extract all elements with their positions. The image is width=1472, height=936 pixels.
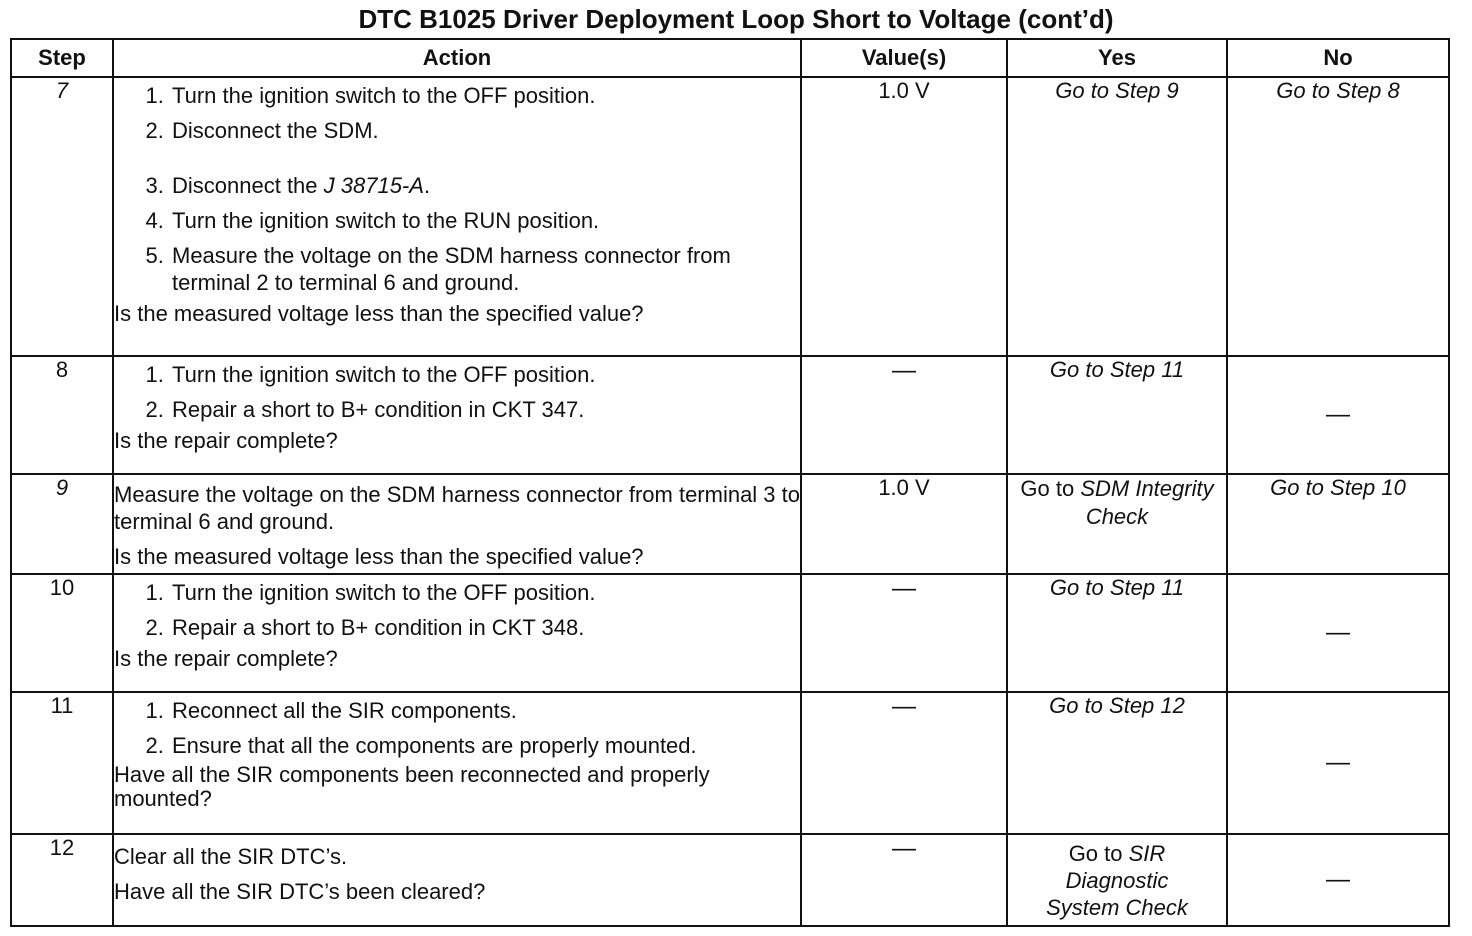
action-step: 3. Disconnect the J 38715-A. <box>170 172 800 199</box>
table-row <box>11 692 1449 834</box>
header-no: No <box>1227 39 1449 77</box>
action-cell <box>113 574 801 692</box>
action-step: 1. Turn the ignition switch to the OFF position. <box>170 361 800 388</box>
tool-name: J 38715-A <box>323 173 424 198</box>
no-cell: — <box>1227 834 1449 926</box>
question-text: Is the measured voltage less than the specified value? <box>114 544 644 569</box>
no-cell: Go to Step 10 <box>1227 474 1449 574</box>
action-cell <box>113 77 801 356</box>
action-step: 2. Repair a short to B+ condition in CKT 348. <box>170 614 800 641</box>
no-cell: — <box>1227 574 1449 692</box>
yes-cell: Go to Step 12 <box>1007 692 1227 834</box>
step-number: 12 <box>11 834 113 926</box>
action-step: 1. Reconnect all the SIR components. <box>170 697 800 724</box>
action-text: Clear all the SIR DTC’s. <box>114 844 348 869</box>
action-step: 4. Turn the ignition switch to the RUN position. <box>170 207 800 234</box>
yes-cell: Go to Step 9 <box>1007 77 1227 356</box>
value-cell: 1.0 V <box>801 474 1007 574</box>
no-cell: — <box>1227 692 1449 834</box>
value-cell: — <box>801 574 1007 692</box>
action-step: 5. Measure the voltage on the SDM harness connector from terminal 2 to terminal 6 and ground. <box>170 242 800 296</box>
step-number: 10 <box>11 574 113 692</box>
header-yes: Yes <box>1007 39 1227 77</box>
yes-cell: Go to SIR Diagnostic System Check <box>1007 834 1227 926</box>
question-text: Have all the SIR DTC’s been cleared? <box>114 879 486 904</box>
yes-cell: Go to Step 11 <box>1007 356 1227 474</box>
action-steps <box>114 579 800 641</box>
value-cell: — <box>801 356 1007 474</box>
yes-cell: Go to SDM Integrity Check <box>1007 474 1227 574</box>
action-cell <box>113 692 801 834</box>
table-row <box>11 574 1449 692</box>
action-text: Measure the voltage on the SDM harness connector from terminal 3 to terminal 6 and ground. <box>114 482 801 534</box>
yes-cell: Go to Step 11 <box>1007 574 1227 692</box>
action-step: 1. Turn the ignition switch to the OFF position. <box>170 579 800 606</box>
no-cell: — <box>1227 356 1449 474</box>
step-number: 11 <box>11 692 113 834</box>
diagnostic-table <box>10 38 1450 927</box>
sdm-integrity-check-link[interactable]: SDM Integrity Check <box>1080 476 1214 529</box>
value-cell: 1.0 V <box>801 77 1007 356</box>
action-cell <box>113 834 801 926</box>
table-row <box>11 834 1449 926</box>
table-row <box>11 474 1449 574</box>
page-title: DTC B1025 Driver Deployment Loop Short to Voltage (cont’d) <box>358 4 1114 34</box>
header-action: Action <box>113 39 801 77</box>
action-cell <box>113 474 801 574</box>
action-steps <box>114 697 800 759</box>
step-number: 8 <box>11 356 113 474</box>
question-text: Have all the SIR components been reconnected and properly mounted? <box>114 762 710 811</box>
action-cell <box>113 356 801 474</box>
action-step: 1. Turn the ignition switch to the OFF position. <box>170 82 800 109</box>
question-text: Is the measured voltage less than the specified value? <box>114 301 644 326</box>
action-steps <box>114 361 800 423</box>
header-step: Step <box>11 39 113 77</box>
table-row <box>11 77 1449 356</box>
action-step: 2. Repair a short to B+ condition in CKT 347. <box>170 396 800 423</box>
question-text: Is the repair complete? <box>114 428 338 453</box>
no-cell: Go to Step 8 <box>1227 77 1449 356</box>
sir-diagnostic-system-check-link[interactable]: SIR Diagnostic System Check <box>1046 840 1188 920</box>
action-step: 2. Disconnect the SDM. <box>170 117 800 144</box>
value-cell: — <box>801 834 1007 926</box>
header-values: Value(s) <box>801 39 1007 77</box>
table-row <box>11 356 1449 474</box>
step-number: 9 <box>11 474 113 574</box>
action-step: 2. Ensure that all the components are properly mounted. <box>170 732 800 759</box>
question-text: Is the repair complete? <box>114 646 338 671</box>
action-steps <box>114 82 800 296</box>
header-row <box>11 39 1449 77</box>
value-cell: — <box>801 692 1007 834</box>
step-number: 7 <box>11 77 113 356</box>
